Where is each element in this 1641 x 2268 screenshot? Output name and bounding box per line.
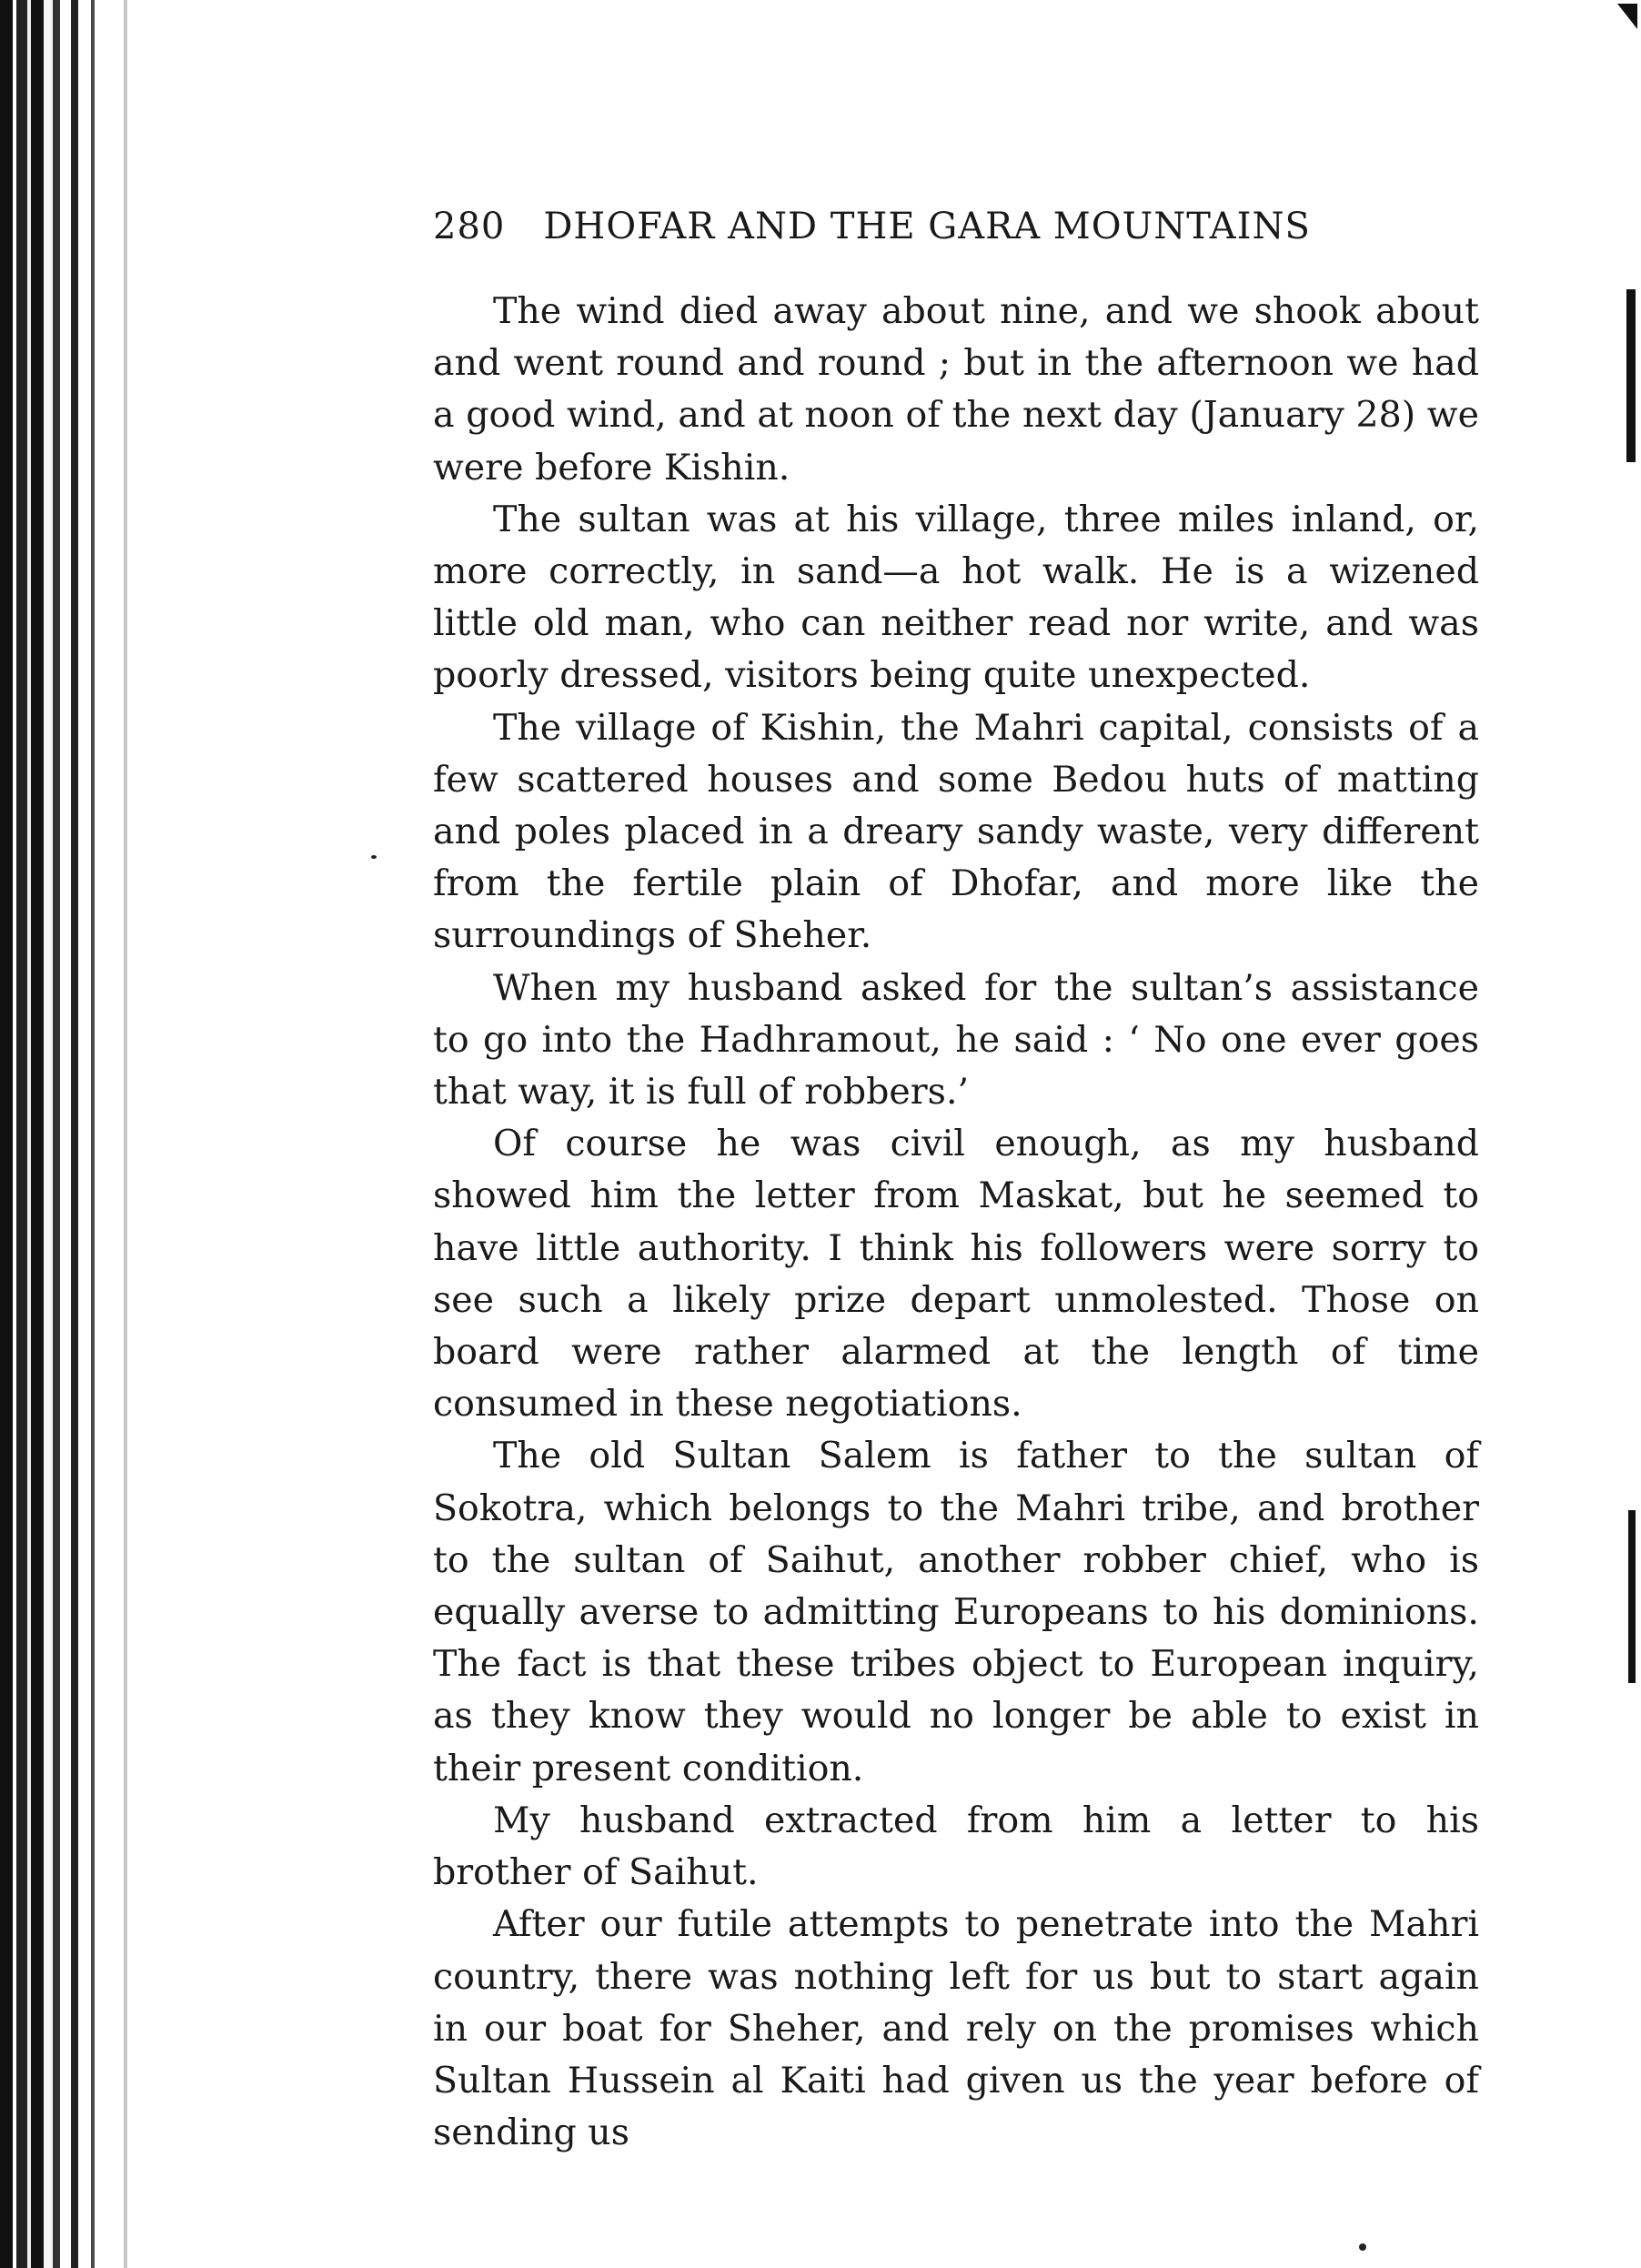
paragraph: My husband extracted from him a letter to his brother of Saihut. xyxy=(433,1799,1479,1894)
ink-speck xyxy=(371,855,377,859)
edge-mark xyxy=(1626,289,1636,462)
paragraph: After our futile attempts to penetrate into the Mahri country, there was nothing left for us but to start again in our boat for Sheher, and rely on the promises which Sultan Hussein al Kaiti had given us the year before of sending us xyxy=(433,1903,1479,2154)
paragraph: The wind died away about nine, and we shook about and went round and round ; but in the afternoon we had a good wind, and at noon of the next day (January 28) we were before Kishin. xyxy=(433,290,1479,489)
edge-mark xyxy=(1628,1510,1636,1683)
paragraph: The village of Kishin, the Mahri capital, consists of a few scattered houses and some Bedou huts of matting and poles placed in a dreary sandy waste, very different from the fertile plain of Dhofar, and more like the surroundings of Sheher. xyxy=(433,706,1479,957)
corner-mark xyxy=(1617,4,1637,29)
body-text xyxy=(433,286,1479,2159)
running-title: DHOFAR AND THE GARA MOUNTAINS xyxy=(543,206,1311,247)
paragraph: The old Sultan Salem is father to the sultan of Sokotra, which belongs to the Mahri tribe, and brother to the sultan of Saihut, another robber chief, who is equally averse to admitting Europeans to his dominions. The fact is that these tribes object to European inquiry, as they know they would no longer be able to exist in their present condition. xyxy=(433,1435,1479,1789)
paragraph: The sultan was at his village, three miles inland, or, more correctly, in sand—a hot walk. He is a wizened little old man, who can neither read nor write, and was poorly dressed, visitors being quite unexpected. xyxy=(433,498,1479,697)
paragraph: Of course he was civil enough, as my husband showed him the letter from Maskat, but he seemed to have little authority. I think his followers were sorry to see such a likely prize depart unmolested. Those on board were rather alarmed at the length of time consumed in these negotiations. xyxy=(433,1123,1479,1426)
page-number: 280 xyxy=(433,206,506,247)
ink-speck xyxy=(1359,2243,1366,2251)
binding-fade xyxy=(91,0,146,2268)
paragraph: When my husband asked for the sultan’s assistance to go into the Hadhramout, he said : ‘ No one ever goes that way, it is full of robbers.’ xyxy=(433,966,1479,1114)
running-head xyxy=(433,206,1479,247)
